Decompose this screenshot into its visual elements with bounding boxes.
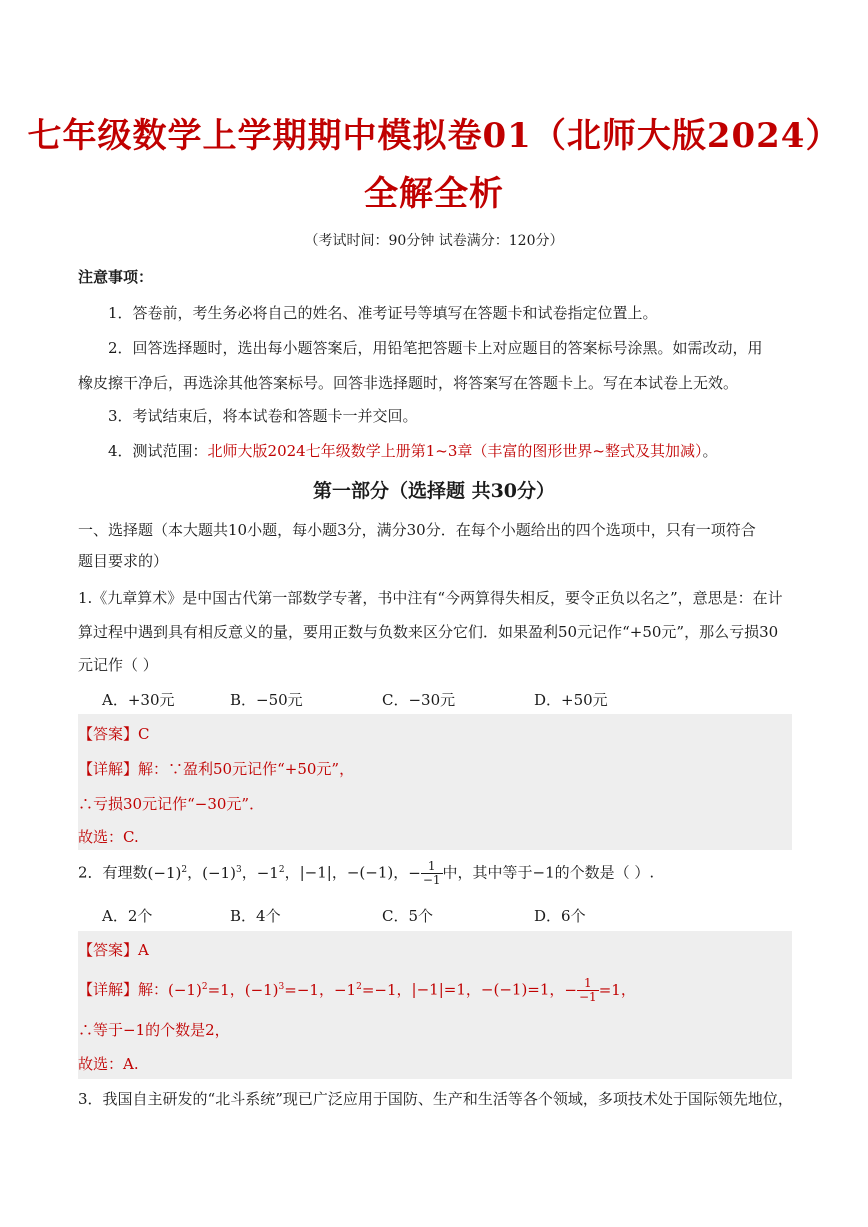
q2-detail-1: 【详解】解：$(-1)^2=1$，$(-1)^3=-1$，$-1^2=-1$，|−1|=1，−(−1)=1，− $\frac{1}{-1}$ =1， bbox=[78, 976, 636, 1004]
q2-option-c: C．5个 bbox=[382, 907, 434, 925]
q1-detail-2: ∴亏损30元记作“−30元”． bbox=[78, 795, 265, 813]
q2-conclusion: 故选：A. bbox=[78, 1055, 139, 1073]
document-subtitle: 全解全析 bbox=[364, 174, 504, 214]
notice-item-2a: 2．回答选择题时，选出每小题答案后，用铅笔把答题卡上对应题目的答案标号涂黑。如需改动，用 bbox=[108, 339, 763, 357]
document-title: 七年级数学上学期期中模拟卷01（北师大版2024） bbox=[27, 116, 841, 156]
notice-item-4 bbox=[108, 440, 717, 461]
q2-expr-5: −(−1) bbox=[346, 863, 394, 882]
q2-sep-4: ， bbox=[331, 863, 347, 882]
test-range: 北师大版2024七年级数学上册第1~3章（丰富的图形世界~整式及其加减） bbox=[207, 442, 703, 460]
q2-detail-expr-3: $-1^2=-1$ bbox=[333, 980, 397, 999]
q2-detail-expr-2: $(-1)^3=-1$ bbox=[244, 980, 319, 999]
q1-option-d: D．+50元 bbox=[534, 691, 608, 709]
q2-detail-expr-1: $(-1)^2=1$ bbox=[168, 980, 230, 999]
q1-detail-1: 【详解】解：∵盈利50元记作“+50元”， bbox=[78, 760, 355, 778]
section-intro-b: 题目要求的） bbox=[78, 552, 169, 570]
q1-option-c: C．−30元 bbox=[382, 691, 456, 709]
q2-solution-box bbox=[78, 931, 792, 1079]
notice-item-3: 3．考试结束后，将本试卷和答题卡一并交回。 bbox=[108, 407, 418, 425]
q2-sep-5: ， bbox=[393, 863, 409, 882]
q2-expr-4: |−1| bbox=[299, 863, 332, 882]
q1-option-a: A．+30元 bbox=[102, 691, 175, 709]
q2-detail-prefix: 【详解】解： bbox=[78, 980, 169, 999]
notice-item-4-suffix: 。 bbox=[702, 442, 718, 460]
q2-sep-1: ， bbox=[187, 863, 203, 882]
q2-detail-expr-6: − $\frac{1}{-1}$ =1 bbox=[564, 976, 621, 1004]
q2-expr-1: $(-1)^2$ bbox=[147, 863, 188, 882]
q2-expr-3: $-1^2$ bbox=[256, 863, 285, 882]
q1-stem-line3: 元记作（ ） bbox=[78, 656, 158, 674]
q1-solution-box bbox=[78, 714, 792, 850]
q2-option-a: A．2个 bbox=[102, 907, 153, 925]
q1-stem-line2: 算过程中遇到具有相反意义的量，要用正数与负数来区分它们．如果盈利50元记作“+50元”，那么亏损30 bbox=[78, 623, 779, 641]
q2-expr-2: $(-1)^3$ bbox=[202, 863, 242, 882]
section-title: 第一部分（选择题 共30分） bbox=[312, 480, 556, 502]
q3-stem-line1: 3．我国自主研发的“北斗系统”现已广泛应用于国防、生产和生活等各个领域，多项技术处于国际领先地位， bbox=[78, 1090, 793, 1108]
q2-detail-expr-4: |−1|=1 bbox=[411, 980, 466, 999]
q2-option-b: B．4个 bbox=[230, 907, 281, 925]
q1-conclusion: 故选：C. bbox=[78, 828, 139, 846]
notice-item-2b: 橡皮擦干净后，再选涂其他答案标号。回答非选择题时，将答案写在答题卡上。写在本试卷上无效。 bbox=[78, 374, 739, 392]
q2-prefix: 2．有理数 bbox=[78, 863, 148, 882]
notice-item-1: 1．答卷前，考生务必将自己的姓名、准考证号等填写在答题卡和试卷指定位置上。 bbox=[108, 304, 658, 322]
q2-sep-2: ， bbox=[241, 863, 257, 882]
section-intro-a: 一、选择题（本大题共10小题，每小题3分，满分30分．在每个小题给出的四个选项中，只有一项符合 bbox=[78, 521, 756, 539]
q2-sep-3: ， bbox=[284, 863, 300, 882]
q2-answer: 【答案】A bbox=[78, 941, 149, 959]
q2-detail-expr-5: −(−1)=1 bbox=[480, 980, 550, 999]
q1-answer: 【答案】C bbox=[78, 725, 150, 743]
q1-option-b: B．−50元 bbox=[230, 691, 303, 709]
q1-stem-line1: 1.《九章算术》是中国古代第一部数学专著，书中注有“今两算得失相反，要令正负以名之”，意思是：在计 bbox=[78, 589, 783, 607]
notice-item-4-prefix: 4．测试范围： bbox=[108, 442, 208, 460]
q2-expr-6: − $\frac{1}{-1}$ bbox=[408, 859, 441, 887]
q2-detail-2: ∴等于−1的个数是2， bbox=[78, 1021, 230, 1039]
q2-stem bbox=[78, 860, 654, 887]
q2-option-d: D．6个 bbox=[534, 907, 586, 925]
notice-heading: 注意事项： bbox=[78, 268, 154, 286]
exam-info: （考试时间：90分钟 试卷满分：120分） bbox=[304, 233, 564, 249]
q2-suffix: 中，其中等于−1的个数是（ ）. bbox=[442, 863, 655, 882]
